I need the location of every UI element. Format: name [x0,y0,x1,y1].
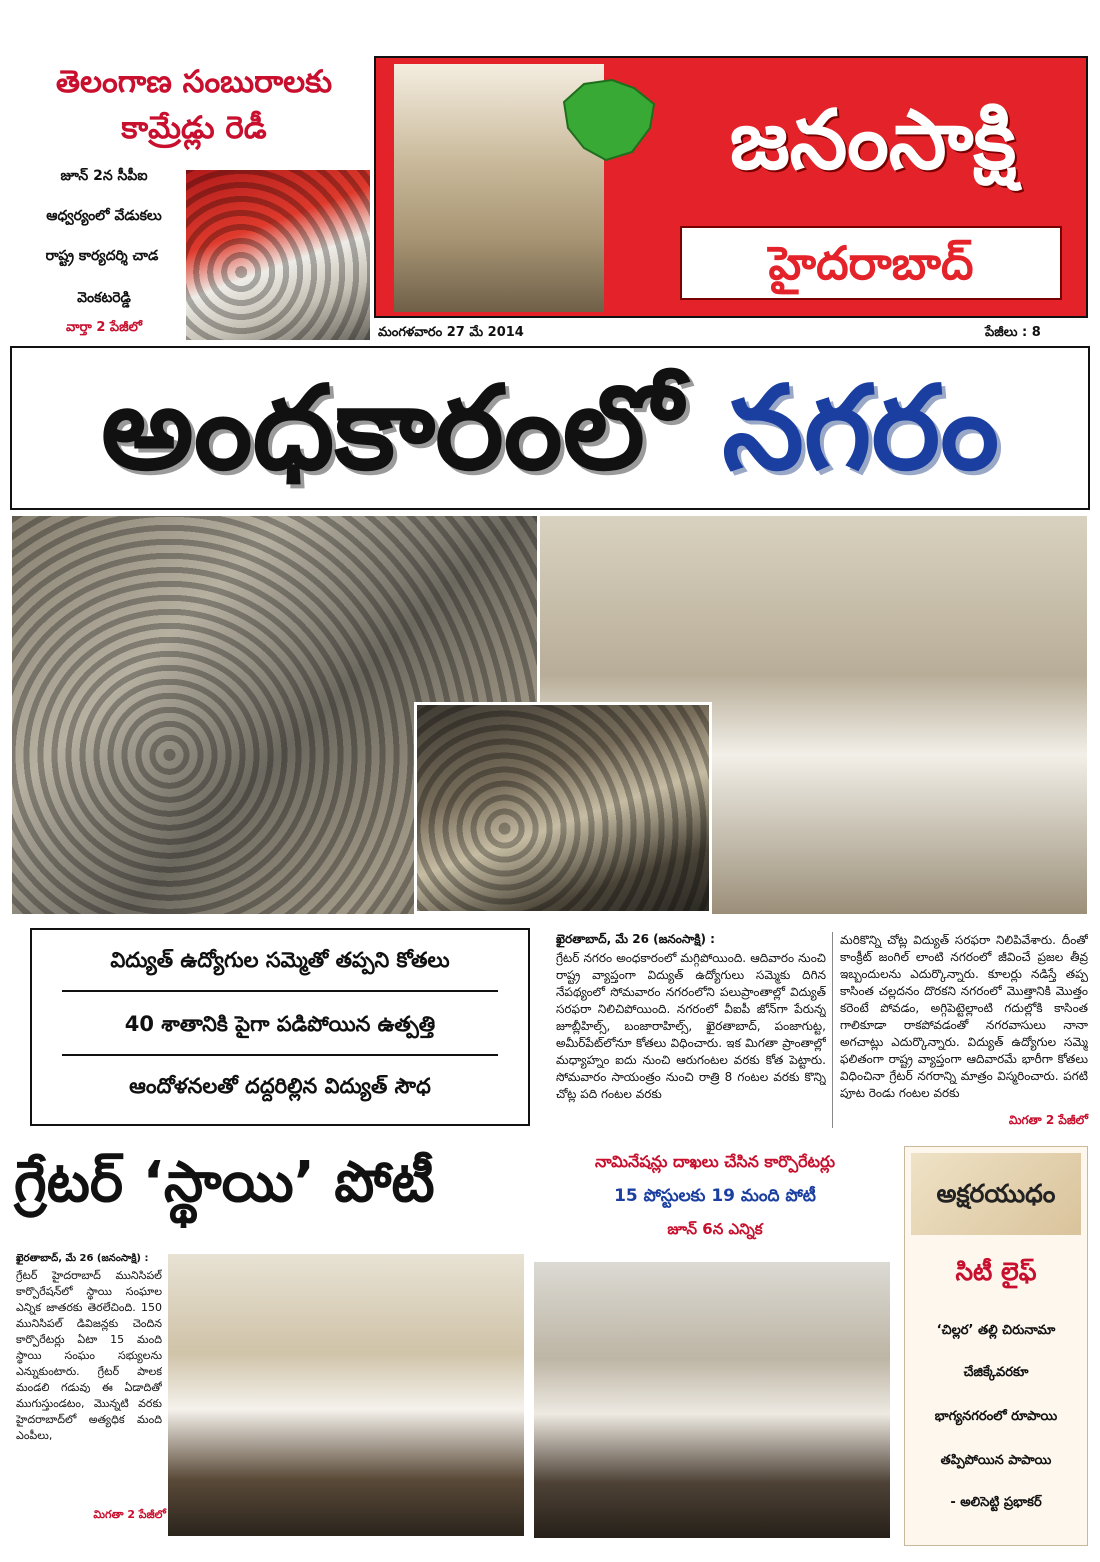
teaser-headline-line2: కామ్రేడ్లు రెడీ [121,110,267,146]
corporators-photo-1 [168,1254,524,1536]
highlight-1: విద్యుత్ ఉద్యోగుల సమ్మెతో తప్పని కోతలు [110,948,450,972]
teaser-line-1: జూన్ 2న సీపీఐ [60,168,148,184]
column-banner-text: అక్షరయుధం [936,1179,1056,1208]
story-col1: గ్రేటర్ నగరం అంధకారంలో మగ్గిపోయింది. ఆదివారం నుంచి రాష్ట్ర వ్యాప్తంగా విద్యుత్ ఉద్యోగులు సమ్మెకు దిగిన నేపథ్యంలో సోమవారం నగరంలోని పలుప్రాంతాల్లో విద్యుత్ సరఫరా నిలిచిపోయింది. నగరంలో వీఐపీ జోన్‌గా పేరున్న జూబ్లీహిల్స్, బంజారాహిల్స్, ఖైరతాబాద్, పంజాగుట్ట, అమీర్‌పేట్‌లోనూ కోతలు విధించారు. ఇక మిగతా ప్రాంతాల్లో మధ్యాహ్నం ఐదు నుంచి ఆరుగంటల వరకు కోత పెట్టారు. సోమవారం సాయంత్రం నుంచి రాత్రి 8 గంటల వరకు కొన్ని చోట్ల పది గంటల వరకు [556,951,826,1101]
teaser-page-ref[interactable]: వార్తా 2 పేజీలో [65,320,143,335]
column-line-4: తప్పిపోయిన పాపాయి [940,1453,1052,1468]
dark-shop-photo [414,702,712,914]
column-title: సిటీ లైఫ్ [955,1257,1037,1286]
teaser-line-4: వెంకటరెడ్డి [77,290,131,306]
masthead-date: మంగళవారం 27 మే 2014 [378,325,524,340]
teaser-photo [186,170,370,340]
main-headline-part1: అంధకారంలో [100,361,682,496]
teaser-line-3: రాష్ట్ర కార్యదర్శి చాడ [45,248,159,264]
masthead[interactable] [374,56,1088,318]
main-headline [12,354,1088,504]
column-line-2: చేజిక్కేవరకూ [963,1365,1029,1380]
column-box[interactable] [904,1146,1088,1546]
teaser-headline-line1: తెలంగాణ సంబురాలకు [55,64,333,100]
highlight-divider [62,1054,498,1056]
standing-continued[interactable]: మిగతా 2 పేజీలో [70,1508,166,1524]
telangana-map-icon [554,72,664,168]
column-line-3: భాగ్యనగరంలో రూపాయి [934,1409,1058,1424]
column-banner [911,1153,1081,1235]
corporators-photo-2 [534,1262,890,1538]
standing-headline: గ్రేటర్ ‘స్థాయి’ పోటీ [14,1150,435,1215]
column-rule [832,932,833,1128]
standing-sub: 15 పోస్టులకు 19 మంది పోటీ [614,1186,816,1206]
masthead-subtitle: హైదరాబాద్ [768,236,974,290]
story-continued[interactable]: మిగతా 2 పేజీలో [978,1113,1088,1130]
story-dateline: ఖైరతాబాద్, మే 26 (జనంసాక్షి) : [556,932,715,946]
left-teaser[interactable] [18,58,370,343]
column-author: - అలిసెట్టి ప్రభాకర్ [950,1495,1042,1510]
highlight-2: 40 శాతానికి పైగా పడిపోయిన ఉత్పత్తి [124,1012,436,1036]
masthead-pages: పేజీలు : 8 [985,325,1041,340]
masthead-title: జనంసాక్షి [729,93,1017,188]
standing-kicker: నామినేషన్లు దాఖలు చేసిన కార్పొరేటర్లు [594,1152,836,1171]
masthead-subtitle-box [680,226,1062,300]
main-headline-part2: నగరం [722,361,1000,496]
standing-dateline: ఖైరతాబాద్, మే 26 (జనంసాక్షి) : [16,1253,149,1264]
highlights-box[interactable] [30,928,530,1126]
teaser-line-2: ఆధ్వర్యంలో వేడుకలు [46,208,162,224]
story-col2: మరికొన్ని చోట్ల విద్యుత్ సరఫరా నిలిపివేశారు. దీంతో కాంక్రీట్ జంగిల్ లాంటి నగరంలో జీవించే ప్రజల తీవ్ర ఇబ్బందులను ఎదుర్కొన్నారు. కూలర్లు నడిస్తే తప్ప కాసింత చల్లదనం దొరకని నగరంలో మొత్తానికి మొత్తం కరెంటే పోవడం, అగ్గిపెట్టెల్లాంటి గదుల్లోకి కాసింత గాలికూడా రాకపోవడంతో నగరవాసులు నానా అగచాట్లు ఎదుర్కొన్నారు. విద్యుత్ ఉద్యోగుల సమ్మె ఫలితంగా రాష్ట్ర వ్యాప్తంగా ఆదివారమే భారీగా కోతలు విధించినా గ్రేటర్ నగరాన్ని మాత్రం విస్మరించారు. పగటి పూట రెండు గంటల వరకు [840,933,1088,1100]
highlight-divider [62,990,498,992]
main-headline-box[interactable] [10,346,1090,510]
column-line-1: ‘చిల్లర’ తల్లి చిరునామా [936,1323,1056,1338]
highlight-3: ఆందోళనలతో దద్దరిల్లిన విద్యుత్ సౌధ [129,1074,431,1098]
standing-note: జూన్ 6న ఎన్నిక [667,1220,763,1238]
standing-text: గ్రేటర్ హైదరాబాద్ మునిసిపల్ కార్పొరేషన్‌లో స్థాయి సంఘాల ఎన్నిక జాతరకు తెరలేచింది. 150 మునిసిపల్ డివిజన్లకు చెందిన కార్పొరేటర్లు ఏటా 15 మంది స్థాయి సంఘం సభ్యులను ఎన్నుకుంటారు. గ్రేటర్ పాలక మండలి గడువు ఈ ఏడాదితో ముగుస్తుండటం, మొన్నటి వరకు హైదరాబాద్‌లో అత్యధిక మంది ఎంపీలు, [16,1269,162,1442]
